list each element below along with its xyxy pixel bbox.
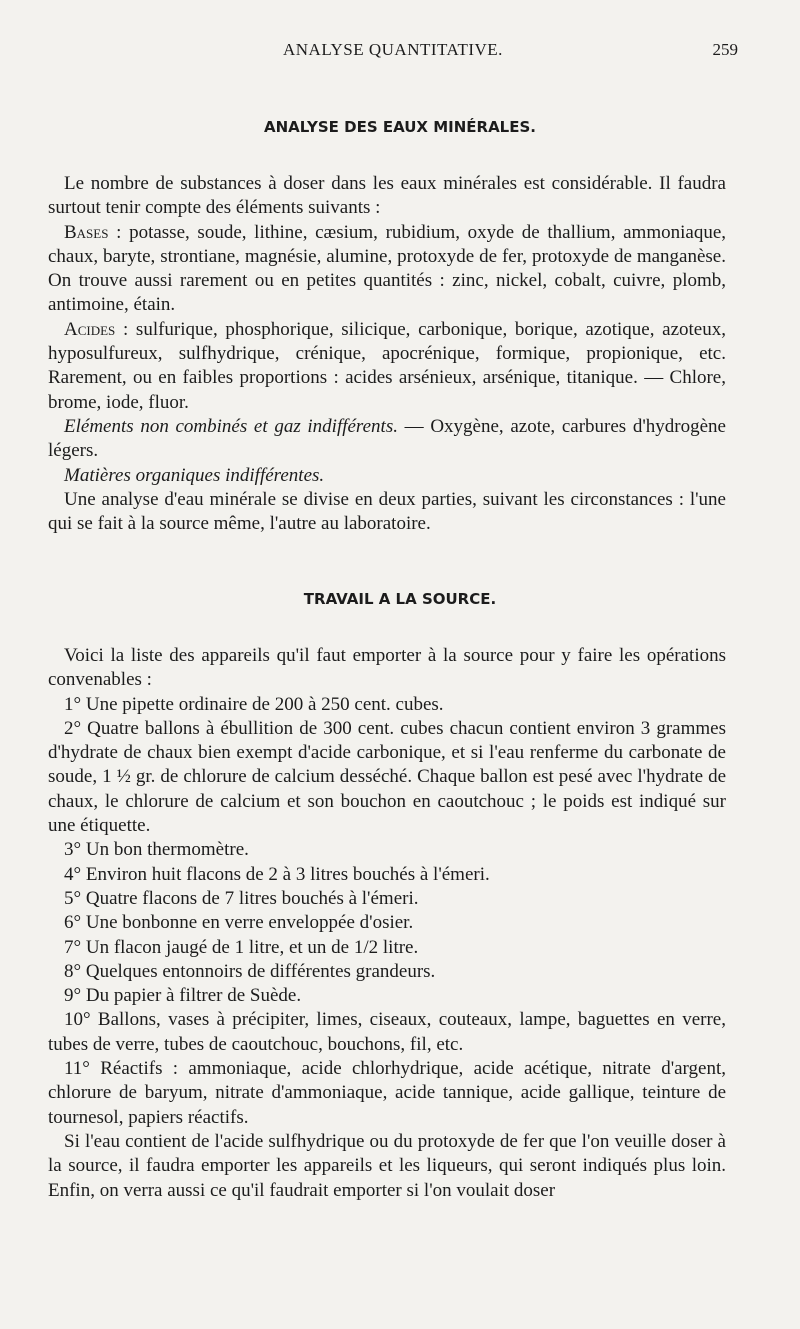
list-item: 8° Quelques entonnoirs de différentes grandeurs. [64,960,436,982]
list-item: 2° Quatre ballons à ébullition de 300 cent. cubes chacun contient environ 3 grammes d'hydrate de chaux bien exempt d'acide carbonique, et si l'eau renferme du carbonate de soude, 1 ½ gr. de chlorure de calcium desséché. Chaque ballon est pesé avec l'hydrate de chaux, le chlorure de calcium et son bouchon en caoutchouc ; le poids est indiqué sur une étiquette. [48,717,726,837]
division-paragraph: Une analyse d'eau minérale se divise en deux parties, suivant les circonstances : l'une qui se fait à la source même, l'autre au laboratoire. [48,488,726,535]
section-heading-mineral-waters: ANALYSE DES EAUX MINÉRALES. [264,118,536,136]
equipment-intro: Voici la liste des appareils qu'il faut emporter à la source pour y faire les opérations convenables : [48,645,726,691]
elements-paragraph [48,415,726,464]
section-body-equipment [48,644,726,1203]
elements-text: — Oxygène, azote, carbures d'hydrogène légers. [48,415,726,462]
bases-text: : potasse, soude, lithine, cæsium, rubidium, oxyde de thallium, ammoniaque, chaux, baryte, strontiane, magnésie, alumine, protoxyde de fer, protoxyde de manganèse. On trouve aussi rarement ou en petites quantités : zinc, nickel, cobalt, cuivre, plomb, antimoine, étain. [48,221,726,316]
list-item: 7° Un flacon jaugé de 1 litre, et un de 1/2 litre. [64,936,419,958]
list-item: 6° Une bonbonne en verre enveloppée d'osier. [64,912,414,934]
matieres-label: Matières organiques indifférentes. [64,464,325,486]
list-item: 9° Du papier à filtrer de Suède. [64,985,302,1007]
list-item: 4° Environ huit flacons de 2 à 3 litres bouchés à l'émeri. [64,863,490,885]
matieres-paragraph [48,464,726,488]
acides-label: Acides [64,318,116,340]
list-item: 1° Une pipette ordinaire de 200 à 250 cent. cubes. [64,693,444,715]
section-body-substances [48,172,726,536]
intro-paragraph: Le nombre de substances à doser dans les eaux minérales est considérable. Il faudra surtout tenir compte des éléments suivants : [48,173,726,219]
section-heading-work-at-source: TRAVAIL A LA SOURCE. [303,590,497,608]
bases-paragraph [48,221,726,318]
elements-label: Eléments non combinés et gaz indifférents. [64,415,398,437]
acides-text: : sulfurique, phosphorique, silicique, carbonique, borique, azotique, azoteux, hyposulfureux, sulfhydrique, crénique, apocrénique, formique, propionique, etc. Rarement, ou en faibles proportions : acides arsénieux, arsénique, titanique. — Chlore, brome, iode, fluor. [48,318,726,413]
list-item: 11° Réactifs : ammoniaque, acide chlorhydrique, acide acétique, nitrate d'argent, chlorure de baryum, nitrate d'ammoniaque, acide tannique, acide gallique, teinture de tournesol, papiers réactifs. [48,1058,726,1128]
list-item: 5° Quatre flacons de 7 litres bouchés à l'émeri. [64,887,419,909]
page-number: 259 [712,40,738,59]
running-title: ANALYSE QUANTITATIVE. [283,40,503,59]
bases-label: Bases [64,221,109,243]
page-header [0,40,800,64]
acides-paragraph [48,318,726,415]
list-item: 3° Un bon thermomètre. [64,839,249,861]
list-item: 10° Ballons, vases à précipiter, limes, ciseaux, couteaux, lampe, baguettes en verre, tubes de verre, tubes de caoutchouc, bouchons, fil, etc. [48,1009,726,1055]
closing-paragraph: Si l'eau contient de l'acide sulfhydrique ou du protoxyde de fer que l'on veuille doser à la source, il faudra emporter les appareils et les liqueurs, qui seront indiqués plus loin. Enfin, on verra aussi ce qu'il faudrait emporter si l'on voulait doser [48,1130,726,1201]
